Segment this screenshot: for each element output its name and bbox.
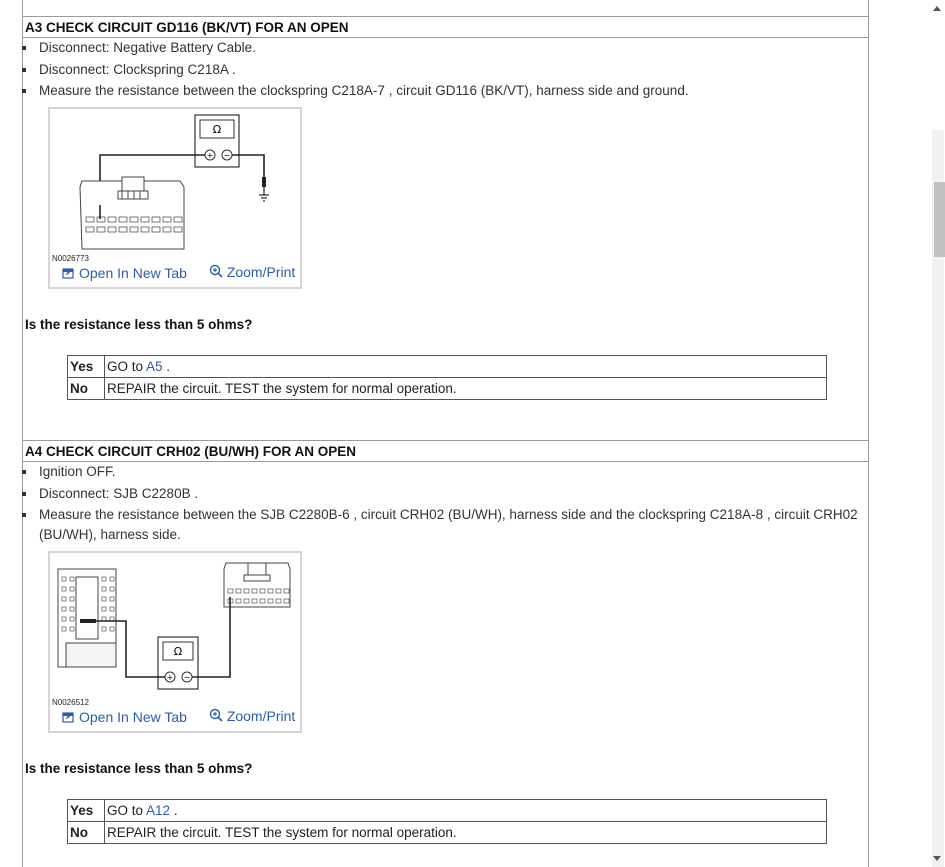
clockspring-connector-icon [224, 563, 290, 607]
step-bullet: Disconnect: Negative Battery Cable. [39, 38, 859, 58]
step-title: A4 CHECK CIRCUIT CRH02 (BU/WH) FOR AN OPEN [23, 440, 868, 462]
zoom-in-icon [209, 264, 224, 279]
figure-id: N0026512 [52, 698, 89, 707]
yes-key: Yes [68, 356, 105, 378]
open-in-new-tab-link[interactable] [62, 265, 187, 281]
table-row [68, 378, 827, 400]
diagram-figure [48, 107, 302, 289]
goto-step-link[interactable]: A12 [146, 803, 171, 818]
no-key: No [68, 822, 105, 844]
ohm-symbol: Ω [212, 123, 222, 136]
goto-step-link[interactable]: A5 [146, 359, 163, 374]
scroll-track[interactable] [932, 130, 944, 867]
zoom-print-link[interactable] [209, 708, 295, 724]
open-in-new-tab-icon [62, 711, 74, 723]
scroll-up-icon[interactable] [933, 6, 941, 11]
yes-key: Yes [68, 800, 105, 822]
open-in-new-tab-link[interactable] [62, 709, 187, 725]
open-in-new-tab-icon [62, 267, 74, 279]
scroll-down-icon[interactable] [933, 856, 941, 861]
clockspring-connector-icon [80, 177, 184, 249]
result-table [67, 799, 827, 844]
step-bullet: Measure the resistance between the clockspring C218A-7 , circuit GD116 (BK/VT), harness side and ground. [39, 81, 859, 101]
step-title: A3 CHECK CIRCUIT GD116 (BK/VT) FOR AN OPEN [23, 16, 868, 38]
yes-action [105, 800, 827, 822]
step-bullet: Ignition OFF. [39, 462, 859, 482]
ground-icon [259, 195, 269, 201]
result-table [67, 355, 827, 400]
step-bullet: Measure the resistance between the SJB C2280B-6 , circuit CRH02 (BU/WH), harness side and the clockspring C218A-8 , circuit CRH02 (BU/WH), harness side. [39, 505, 859, 545]
yes-action [105, 356, 827, 378]
step-bullet: Disconnect: Clockspring C218A . [39, 60, 859, 80]
step-question: Is the resistance less than 5 ohms? [25, 317, 253, 332]
zoom-print-label: Zoom/Print [226, 707, 296, 724]
yes-tail: . [170, 803, 178, 818]
figure-id: N0026773 [52, 254, 89, 263]
step-bullet: Disconnect: SJB C2280B . [39, 484, 859, 504]
scroll-thumb[interactable] [934, 182, 945, 257]
svg-text:+: + [166, 673, 174, 682]
svg-text:+: + [206, 151, 214, 160]
no-action: REPAIR the circuit. TEST the system for normal operation. [105, 378, 827, 400]
open-in-new-tab-label: Open In New Tab [79, 709, 187, 725]
table-row [68, 800, 827, 822]
svg-text:−: − [183, 673, 191, 682]
svg-text:−: − [223, 151, 231, 160]
table-row [68, 356, 827, 378]
zoom-print-link[interactable] [209, 264, 295, 280]
figure-links [62, 264, 295, 283]
yes-text: GO to [107, 803, 147, 818]
yes-text: GO to [107, 359, 147, 374]
figure-links [62, 708, 295, 727]
vertical-scrollbar[interactable] [920, 0, 945, 867]
procedure-content [22, 0, 869, 867]
diagram-figure [48, 551, 302, 733]
step-question: Is the resistance less than 5 ohms? [25, 761, 253, 776]
table-row [68, 822, 827, 844]
ohm-symbol: Ω [173, 645, 183, 658]
yes-tail: . [162, 359, 171, 374]
zoom-print-label: Zoom/Print [226, 263, 296, 280]
no-key: No [68, 378, 105, 400]
open-in-new-tab-label: Open In New Tab [79, 265, 187, 281]
sjb-connector-icon [58, 569, 116, 667]
zoom-in-icon [209, 708, 224, 723]
no-action: REPAIR the circuit. TEST the system for normal operation. [105, 822, 827, 844]
